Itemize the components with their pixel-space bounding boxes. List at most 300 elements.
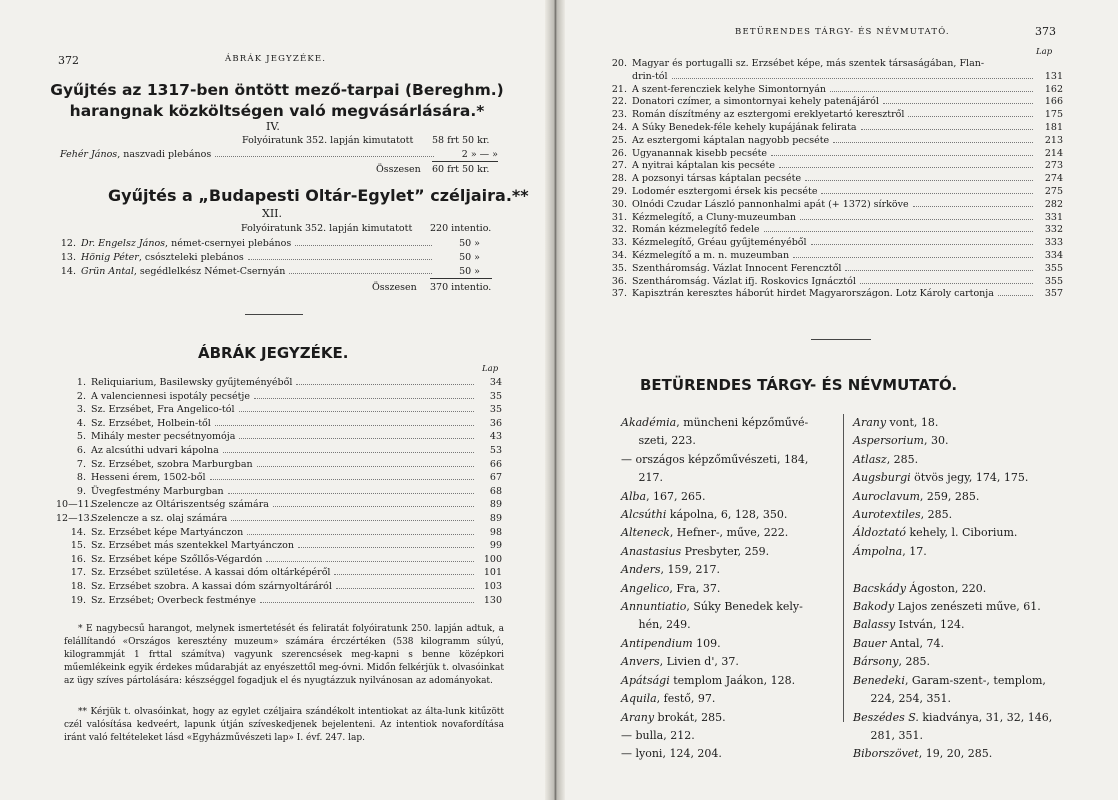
index-headword: Aspersorium xyxy=(853,434,924,448)
figure-number: 18. xyxy=(70,581,86,592)
figure-list-item xyxy=(56,445,502,456)
figure-page: 355 xyxy=(1044,262,1063,274)
index-entry xyxy=(853,451,1103,469)
dot-leader xyxy=(298,547,474,548)
index-locator: , Livien d', 37. xyxy=(659,655,739,669)
index-headword: Aurotextiles xyxy=(853,508,921,522)
figure-page: 101 xyxy=(483,567,502,579)
dot-leader xyxy=(266,561,474,562)
index-locator: István, 124. xyxy=(895,618,965,632)
dot-leader xyxy=(672,78,1033,79)
index-locator: , 167, 265. xyxy=(646,489,706,503)
index-locator: kápolna, 6, 128, 350. xyxy=(666,508,788,522)
dot-leader xyxy=(295,245,432,246)
figure-caption: Ugyanannak kisebb pecséte xyxy=(632,147,768,159)
figure-caption: Sz. Erzsébet születése. A kassai dóm oltárképéről xyxy=(91,567,331,579)
figure-number: 31. xyxy=(611,211,627,223)
donor-value: 50 » xyxy=(459,266,480,277)
figure-number: 21. xyxy=(611,83,627,95)
figure-caption: Kézmelegítő a m. n. muzeumban xyxy=(632,250,790,261)
index-headword: Atlasz xyxy=(853,452,887,466)
index-entry xyxy=(621,432,851,450)
figure-page: 181 xyxy=(1044,122,1063,133)
dot-leader xyxy=(771,155,1033,156)
figure-number: 27. xyxy=(611,160,627,172)
running-head: BETÜRENDES TÁRGY- ÉS NÉVMUTATÓ. xyxy=(735,27,950,37)
collection-2-total-label: Összesen xyxy=(372,282,417,293)
figure-number: 23. xyxy=(611,109,627,121)
figure-number: 14. xyxy=(70,526,86,538)
figure-caption: Szelencze a sz. olaj számára xyxy=(91,513,228,524)
dot-leader xyxy=(821,193,1033,194)
section-separator xyxy=(811,339,871,340)
figure-list-item xyxy=(607,199,1063,210)
donor-name: Fehér János xyxy=(60,149,118,160)
figure-list-item xyxy=(607,58,1063,69)
index-entry xyxy=(853,561,1103,579)
figure-list-item xyxy=(607,288,1063,299)
figure-number: 25. xyxy=(611,134,627,146)
index-headword: Angelico xyxy=(621,581,670,595)
dot-leader xyxy=(830,91,1033,92)
figure-list-item xyxy=(56,499,502,510)
index-entry xyxy=(853,635,1103,653)
index-entry xyxy=(621,506,851,524)
column-divider xyxy=(843,414,844,722)
figure-list-item xyxy=(607,135,1063,146)
figure-list-item xyxy=(56,554,502,565)
figure-caption: Az alcsúthi udvari kápolna xyxy=(91,445,219,456)
figure-list-item xyxy=(607,122,1063,133)
figure-list-item xyxy=(607,71,1063,82)
figure-page: 66 xyxy=(489,458,502,470)
index-locator: Lajos zenészeti műve, 61. xyxy=(894,600,1041,614)
index-entry xyxy=(853,524,1103,542)
index-entry xyxy=(853,469,1103,487)
dot-leader xyxy=(289,273,432,274)
dot-leader xyxy=(883,103,1033,104)
index-entry xyxy=(621,451,851,469)
figure-page: 98 xyxy=(489,526,502,538)
figure-list-item xyxy=(56,540,502,551)
index-headword: Bakody xyxy=(853,600,895,614)
index-headword: Apátsági xyxy=(621,673,670,687)
figure-caption: Magyar és portugalli sz. Erzsébet képe, más szentek társaságában, Flan- xyxy=(632,58,985,69)
index-locator: szeti, 223. xyxy=(621,434,696,448)
list-col-header: Lap xyxy=(482,364,499,374)
figure-number: 36. xyxy=(611,275,627,287)
index-entry xyxy=(853,432,1103,450)
list-col-header: Lap xyxy=(1036,47,1053,57)
index-entry xyxy=(621,709,851,727)
donor-rest: , csószteleki plebános xyxy=(138,252,244,263)
collection-1-title: Gyűjtés az 1317-ben öntött mező-tarpai (Bereghm.) harangnak közköltségen való megvásárlására.* xyxy=(50,81,504,120)
index-entry xyxy=(853,616,1103,634)
figure-caption: drin-tól xyxy=(632,70,668,82)
collection-2-donor-row xyxy=(58,238,480,249)
index-locator: , 285. xyxy=(886,452,919,466)
figure-page: 103 xyxy=(483,581,502,592)
figure-page: 331 xyxy=(1044,211,1063,223)
donor-rest: , német-csernyei plebános xyxy=(165,238,292,249)
figure-page: 68 xyxy=(489,485,502,497)
figure-list-item xyxy=(56,513,502,524)
index-entry xyxy=(621,653,851,671)
index-entry xyxy=(621,414,851,432)
index-entry xyxy=(621,745,851,763)
index-entry xyxy=(621,690,851,708)
dot-leader xyxy=(793,257,1033,258)
collection-2-carry-value: 220 intentio. xyxy=(430,223,492,234)
figure-caption: Sz. Erzsébet képe Szőllős-Végardón xyxy=(91,553,263,565)
figure-caption: Lodomér esztergomi érsek kis pecséte xyxy=(632,186,818,197)
index-locator: hén, 249. xyxy=(621,618,691,632)
figure-list-item xyxy=(607,109,1063,120)
index-entry xyxy=(621,561,851,579)
collection-1-total-label: Összesen xyxy=(376,164,421,175)
index-headword: Anders xyxy=(621,563,661,577)
collection-2-total-value: 370 intentio. xyxy=(430,282,492,293)
index-headword: Arany xyxy=(853,416,887,429)
figure-number: 32. xyxy=(611,224,627,236)
index-headword: Anastasius xyxy=(621,544,682,558)
index-locator: , Hefner-, műve, 222. xyxy=(669,526,789,540)
figure-number: 9. xyxy=(76,485,86,497)
index-headword: Alcsúthi xyxy=(621,508,667,522)
index-headword: Arany xyxy=(621,710,655,724)
figure-page: 162 xyxy=(1044,83,1063,95)
figure-page: 275 xyxy=(1044,186,1063,197)
donor-num: 13. xyxy=(60,252,76,263)
figure-number: 1. xyxy=(76,377,86,388)
figure-caption: Donatori czímer, a simontornyai kehely patenájáról xyxy=(632,96,879,108)
figure-list-item xyxy=(56,459,502,470)
figure-page: 53 xyxy=(489,445,502,456)
figure-number: 12—13. xyxy=(56,513,93,524)
figure-number: 15. xyxy=(70,540,86,552)
dot-leader xyxy=(913,206,1033,207)
collection-2-donor-row xyxy=(58,266,480,277)
dot-leader xyxy=(336,588,474,589)
figure-number: 3. xyxy=(76,404,86,416)
index-locator: 224, 254, 351. xyxy=(853,692,951,706)
figure-list-item xyxy=(607,160,1063,171)
figure-caption: Sz. Erzsébet; Overbeck festménye xyxy=(91,594,256,606)
figure-list-item xyxy=(56,418,502,429)
figure-page: 36 xyxy=(489,417,502,429)
index-locator: Ágoston, 220. xyxy=(905,581,987,595)
index-headword: Balassy xyxy=(853,618,896,632)
figure-list-item xyxy=(607,84,1063,95)
figure-list-item xyxy=(56,431,502,442)
index-locator: , 285. xyxy=(898,655,930,669)
figure-number: 10—11. xyxy=(56,499,93,511)
figure-caption: A szent-ferencziek kelyhe Simontornyán xyxy=(632,83,826,95)
index-locator: ötvös jegy, 174, 175. xyxy=(910,471,1029,485)
index-column-right xyxy=(853,414,1103,764)
figure-list-item xyxy=(607,224,1063,235)
dot-leader xyxy=(845,270,1033,271)
figure-caption: A pozsonyi társas káptalan pecséte xyxy=(632,173,802,185)
index-entry xyxy=(853,745,1103,763)
dot-leader xyxy=(805,180,1033,181)
figure-list-item xyxy=(56,377,502,388)
figure-list-item xyxy=(607,250,1063,261)
index-headword: Antipendium xyxy=(621,636,693,650)
figure-page: 175 xyxy=(1044,109,1063,121)
figure-list-item xyxy=(56,404,502,415)
dot-leader xyxy=(334,574,474,575)
page-number: 372 xyxy=(58,54,79,67)
index-headword: Anvers xyxy=(621,655,660,669)
figure-list-item xyxy=(56,391,502,402)
index-headword: Bauer xyxy=(853,636,887,650)
index-entry xyxy=(621,727,851,745)
index-locator: — lyoni, 124, 204. xyxy=(621,747,722,761)
figure-number: 16. xyxy=(70,553,86,565)
figure-caption: Román kézmelegítő fedele xyxy=(632,224,760,236)
dot-leader xyxy=(260,602,474,603)
figure-caption: Üvegfestmény Marburgban xyxy=(91,485,224,497)
dot-leader xyxy=(811,244,1033,245)
dot-leader xyxy=(215,156,434,157)
figure-number: 33. xyxy=(611,237,627,249)
figure-list-item xyxy=(56,567,502,578)
figure-list-item xyxy=(607,186,1063,197)
figure-number: 35. xyxy=(611,262,627,274)
figure-caption: A nyitrai káptalan kis pecséte xyxy=(632,160,775,172)
index-entry xyxy=(853,488,1103,506)
index-entry xyxy=(853,709,1103,727)
index-entry xyxy=(853,580,1103,598)
dot-leader xyxy=(239,411,475,412)
figure-page: 166 xyxy=(1044,96,1063,108)
dot-leader xyxy=(908,116,1033,117)
figure-page: 89 xyxy=(489,499,502,511)
dot-leader xyxy=(247,534,474,535)
list-title: ÁBRÁK JEGYZÉKE. xyxy=(198,344,349,362)
figure-list-item xyxy=(607,96,1063,107)
index-locator: , 259, 285. xyxy=(919,489,980,503)
index-headword: Augsburgi xyxy=(853,471,911,485)
collection-1-total-value: 60 frt 50 kr. xyxy=(432,164,490,175)
index-headword: Akadémia xyxy=(621,416,677,429)
figure-caption: Szelencze az Oltáriszentség számára xyxy=(91,499,269,511)
donor-name: Dr. Engelsz János xyxy=(81,238,166,249)
figure-page: 332 xyxy=(1044,224,1063,236)
index-headword: Beszédes S. xyxy=(853,710,919,724)
page-number: 373 xyxy=(1035,25,1056,38)
figure-number: 24. xyxy=(611,122,627,133)
figure-page: 35 xyxy=(489,404,502,416)
figure-caption: Szentháromság. Vázlat Innocent Ferencztől xyxy=(632,262,842,274)
index-entry xyxy=(853,598,1103,616)
index-headword: Bacskády xyxy=(853,581,906,595)
index-entry xyxy=(621,580,851,598)
index-locator: 281, 351. xyxy=(853,728,923,742)
figure-number: 28. xyxy=(611,173,627,185)
index-title: BETÜRENDES TÁRGY- ÉS NÉVMUTATÓ. xyxy=(640,376,958,394)
index-locator: vont, 18. xyxy=(886,416,939,429)
figure-page: 34 xyxy=(489,377,502,388)
index-locator: Presbyter, 259. xyxy=(681,544,770,558)
index-entry xyxy=(853,727,1103,745)
collection-2-donor-row xyxy=(58,252,480,263)
index-locator: 109. xyxy=(692,636,721,650)
figure-list-item xyxy=(56,486,502,497)
dot-leader xyxy=(833,142,1033,143)
figure-caption: Román díszítmény az esztergomi ereklyetartó keresztről xyxy=(632,109,905,121)
donor-rest: , naszvadi plebános xyxy=(117,149,212,160)
sum-rule xyxy=(430,278,492,279)
figure-caption: Az esztergomi káptalan nagyobb pecséte xyxy=(632,134,830,146)
figure-caption: Kézmelegítő, a Cluny-muzeumban xyxy=(632,211,797,223)
index-entry xyxy=(621,524,851,542)
figure-number: 8. xyxy=(76,472,86,484)
donor-value: 2 » — » xyxy=(461,149,498,160)
index-locator: brokát, 285. xyxy=(654,710,726,724)
index-entry xyxy=(621,598,851,616)
figure-list-item xyxy=(56,595,502,606)
dot-leader xyxy=(764,231,1033,232)
figure-caption: Hesseni érem, 1502-ből xyxy=(91,472,206,484)
dot-leader xyxy=(257,466,474,467)
dot-leader xyxy=(248,259,432,260)
index-locator: , 30. xyxy=(923,434,949,448)
figure-page: 100 xyxy=(483,553,502,565)
index-locator: , Garam-szent-, templom, xyxy=(904,673,1046,687)
figure-page: 334 xyxy=(1044,250,1063,261)
index-headword: Benedeki xyxy=(853,673,905,687)
footnote-2: ** Kérjük t. olvasóinkat, hogy az egylet czéljaira szándékolt intentiokat az álta-lunk kitűzött czél valósítása kedveért, lapunk útján szíveskedjenek bejelenteni. Az intentiok novafordítása iránt való feltételeket lásd «Egyházművészeti lap» I. évf. 247. lap. xyxy=(64,707,504,743)
dot-leader xyxy=(239,438,474,439)
figure-caption: Olnódi Czudar László pannonhalmi apát (+ 1372) sírköve xyxy=(632,198,909,210)
index-locator: templom Jaákon, 128. xyxy=(669,673,796,687)
figure-page: 130 xyxy=(483,594,502,606)
index-headword: Bársony xyxy=(853,655,899,669)
index-entry xyxy=(621,616,851,634)
running-head: ÁBRÁK JEGYZÉKE. xyxy=(225,54,327,64)
dot-leader xyxy=(861,129,1033,130)
collection-1-donor-row xyxy=(60,149,498,160)
index-headword: Ámpolna xyxy=(853,544,903,558)
collection-1-carry-value: 58 frt 50 kr. xyxy=(432,135,490,146)
figure-number: 22. xyxy=(611,96,627,108)
index-locator: , Fra, 37. xyxy=(669,581,721,595)
dot-leader xyxy=(228,493,474,494)
index-headword: Auroclavum xyxy=(853,489,920,503)
index-entry xyxy=(621,672,851,690)
figure-list-item xyxy=(607,263,1063,274)
figure-caption: Sz. Erzsébet, Holbein-től xyxy=(91,417,211,429)
index-locator: 217. xyxy=(621,471,663,485)
left-page xyxy=(0,0,553,800)
dot-leader xyxy=(296,384,474,385)
figure-list-item xyxy=(607,173,1063,184)
figure-number: 4. xyxy=(76,417,86,429)
figure-number: 20. xyxy=(611,58,627,69)
index-entry xyxy=(853,653,1103,671)
index-locator: , müncheni képzőművé- xyxy=(676,416,809,429)
figure-number: 37. xyxy=(611,288,627,300)
index-entry xyxy=(621,635,851,653)
figure-list-item xyxy=(607,237,1063,248)
collection-2-roman: XII. xyxy=(262,207,283,220)
index-locator: , 285. xyxy=(920,508,953,522)
figure-list-item xyxy=(56,581,502,592)
figure-number: 5. xyxy=(76,431,86,443)
figure-caption: Kézmelegítő, Gréau gyűjteményéből xyxy=(632,237,807,249)
figure-list-item xyxy=(607,212,1063,223)
figure-number: 6. xyxy=(76,445,86,456)
index-entry xyxy=(853,543,1103,561)
figure-list-item xyxy=(56,472,502,483)
donor-value: 50 » xyxy=(459,252,480,263)
figure-number: 26. xyxy=(611,147,627,159)
figure-number: 2. xyxy=(76,390,86,402)
figure-number: 30. xyxy=(611,198,627,210)
footnote-1: * E nagybecsű harangot, melynek ismertetését és feliratát folyóiratunk 250. lapján adtuk, a felállítandó «Országos keresztény muzeum» számára érczértéken (538 kilogramm súlyú, kilogrammját 1 frttal számítva) vagyunk szerencsések meg-kapni s benne középkori műemlékeink egyik érdekes műdarabját az enyészettől meg-óvni. Midőn felkérjük t. olvasóinkat az ügy szíves pártolására: készséggel fogadjuk el és nyugtázzuk nyilvánosan az adományokat. xyxy=(64,624,504,686)
index-headword: Annuntiatio xyxy=(621,600,687,614)
figure-caption: Mihály mester pecsétnyomója xyxy=(91,431,236,443)
index-locator: , 19, 20, 285. xyxy=(918,747,993,761)
figure-page: 67 xyxy=(489,472,502,484)
figure-page: 214 xyxy=(1044,147,1063,159)
figure-list-item xyxy=(607,276,1063,287)
figure-caption: Szentháromság. Vázlat ifj. Roskovics Ignácztól xyxy=(632,275,856,287)
figure-caption: Sz. Erzsébet más szentekkel Martyánczon xyxy=(91,540,294,552)
index-entry xyxy=(621,488,851,506)
figure-page: 99 xyxy=(489,540,502,552)
index-headword: Alba xyxy=(621,489,647,503)
sum-rule xyxy=(432,161,498,162)
figure-page: 35 xyxy=(489,390,502,402)
dot-leader xyxy=(800,219,1033,220)
index-headword: Biborszövet xyxy=(853,747,919,761)
index-entry xyxy=(853,414,1103,432)
collection-1-carry-label: Folyóiratunk 352. lapján kimutatott xyxy=(242,135,414,146)
donor-name: Grün Antal xyxy=(81,266,134,277)
index-headword: Aquila xyxy=(621,692,657,706)
figure-page: 357 xyxy=(1044,288,1063,300)
index-locator: , 159, 217. xyxy=(660,563,720,577)
index-locator: — országos képzőművészeti, 184, xyxy=(621,452,809,466)
figure-page: 333 xyxy=(1044,237,1063,249)
figure-caption: Sz. Erzsébet szobra. A kassai dóm szárnyoltáráról xyxy=(91,581,332,592)
figure-page: 282 xyxy=(1044,198,1063,210)
figure-page: 274 xyxy=(1044,173,1063,185)
figure-caption: Reliquiarium, Basilewsky gyűjteményéből xyxy=(91,377,293,388)
donor-value: 50 » xyxy=(459,238,480,249)
index-entry xyxy=(853,506,1103,524)
figure-caption: Sz. Erzsébet, szobra Marburgban xyxy=(91,458,253,470)
figure-number: 7. xyxy=(76,458,86,470)
figure-page: 273 xyxy=(1044,160,1063,172)
index-headword: Alteneck xyxy=(621,526,670,540)
figure-page: 213 xyxy=(1044,134,1063,146)
dot-leader xyxy=(210,479,474,480)
donor-num: 14. xyxy=(60,266,76,277)
index-locator: kehely, l. Ciborium. xyxy=(905,526,1018,540)
figure-number: 34. xyxy=(611,250,627,261)
index-locator: — bulla, 212. xyxy=(621,728,695,742)
figure-page: 89 xyxy=(489,513,502,524)
dot-leader xyxy=(254,398,474,399)
figure-page: 355 xyxy=(1044,275,1063,287)
section-separator xyxy=(245,314,303,315)
figure-page: 43 xyxy=(489,431,502,443)
index-locator: kiadványa, 31, 32, 146, xyxy=(918,710,1053,724)
